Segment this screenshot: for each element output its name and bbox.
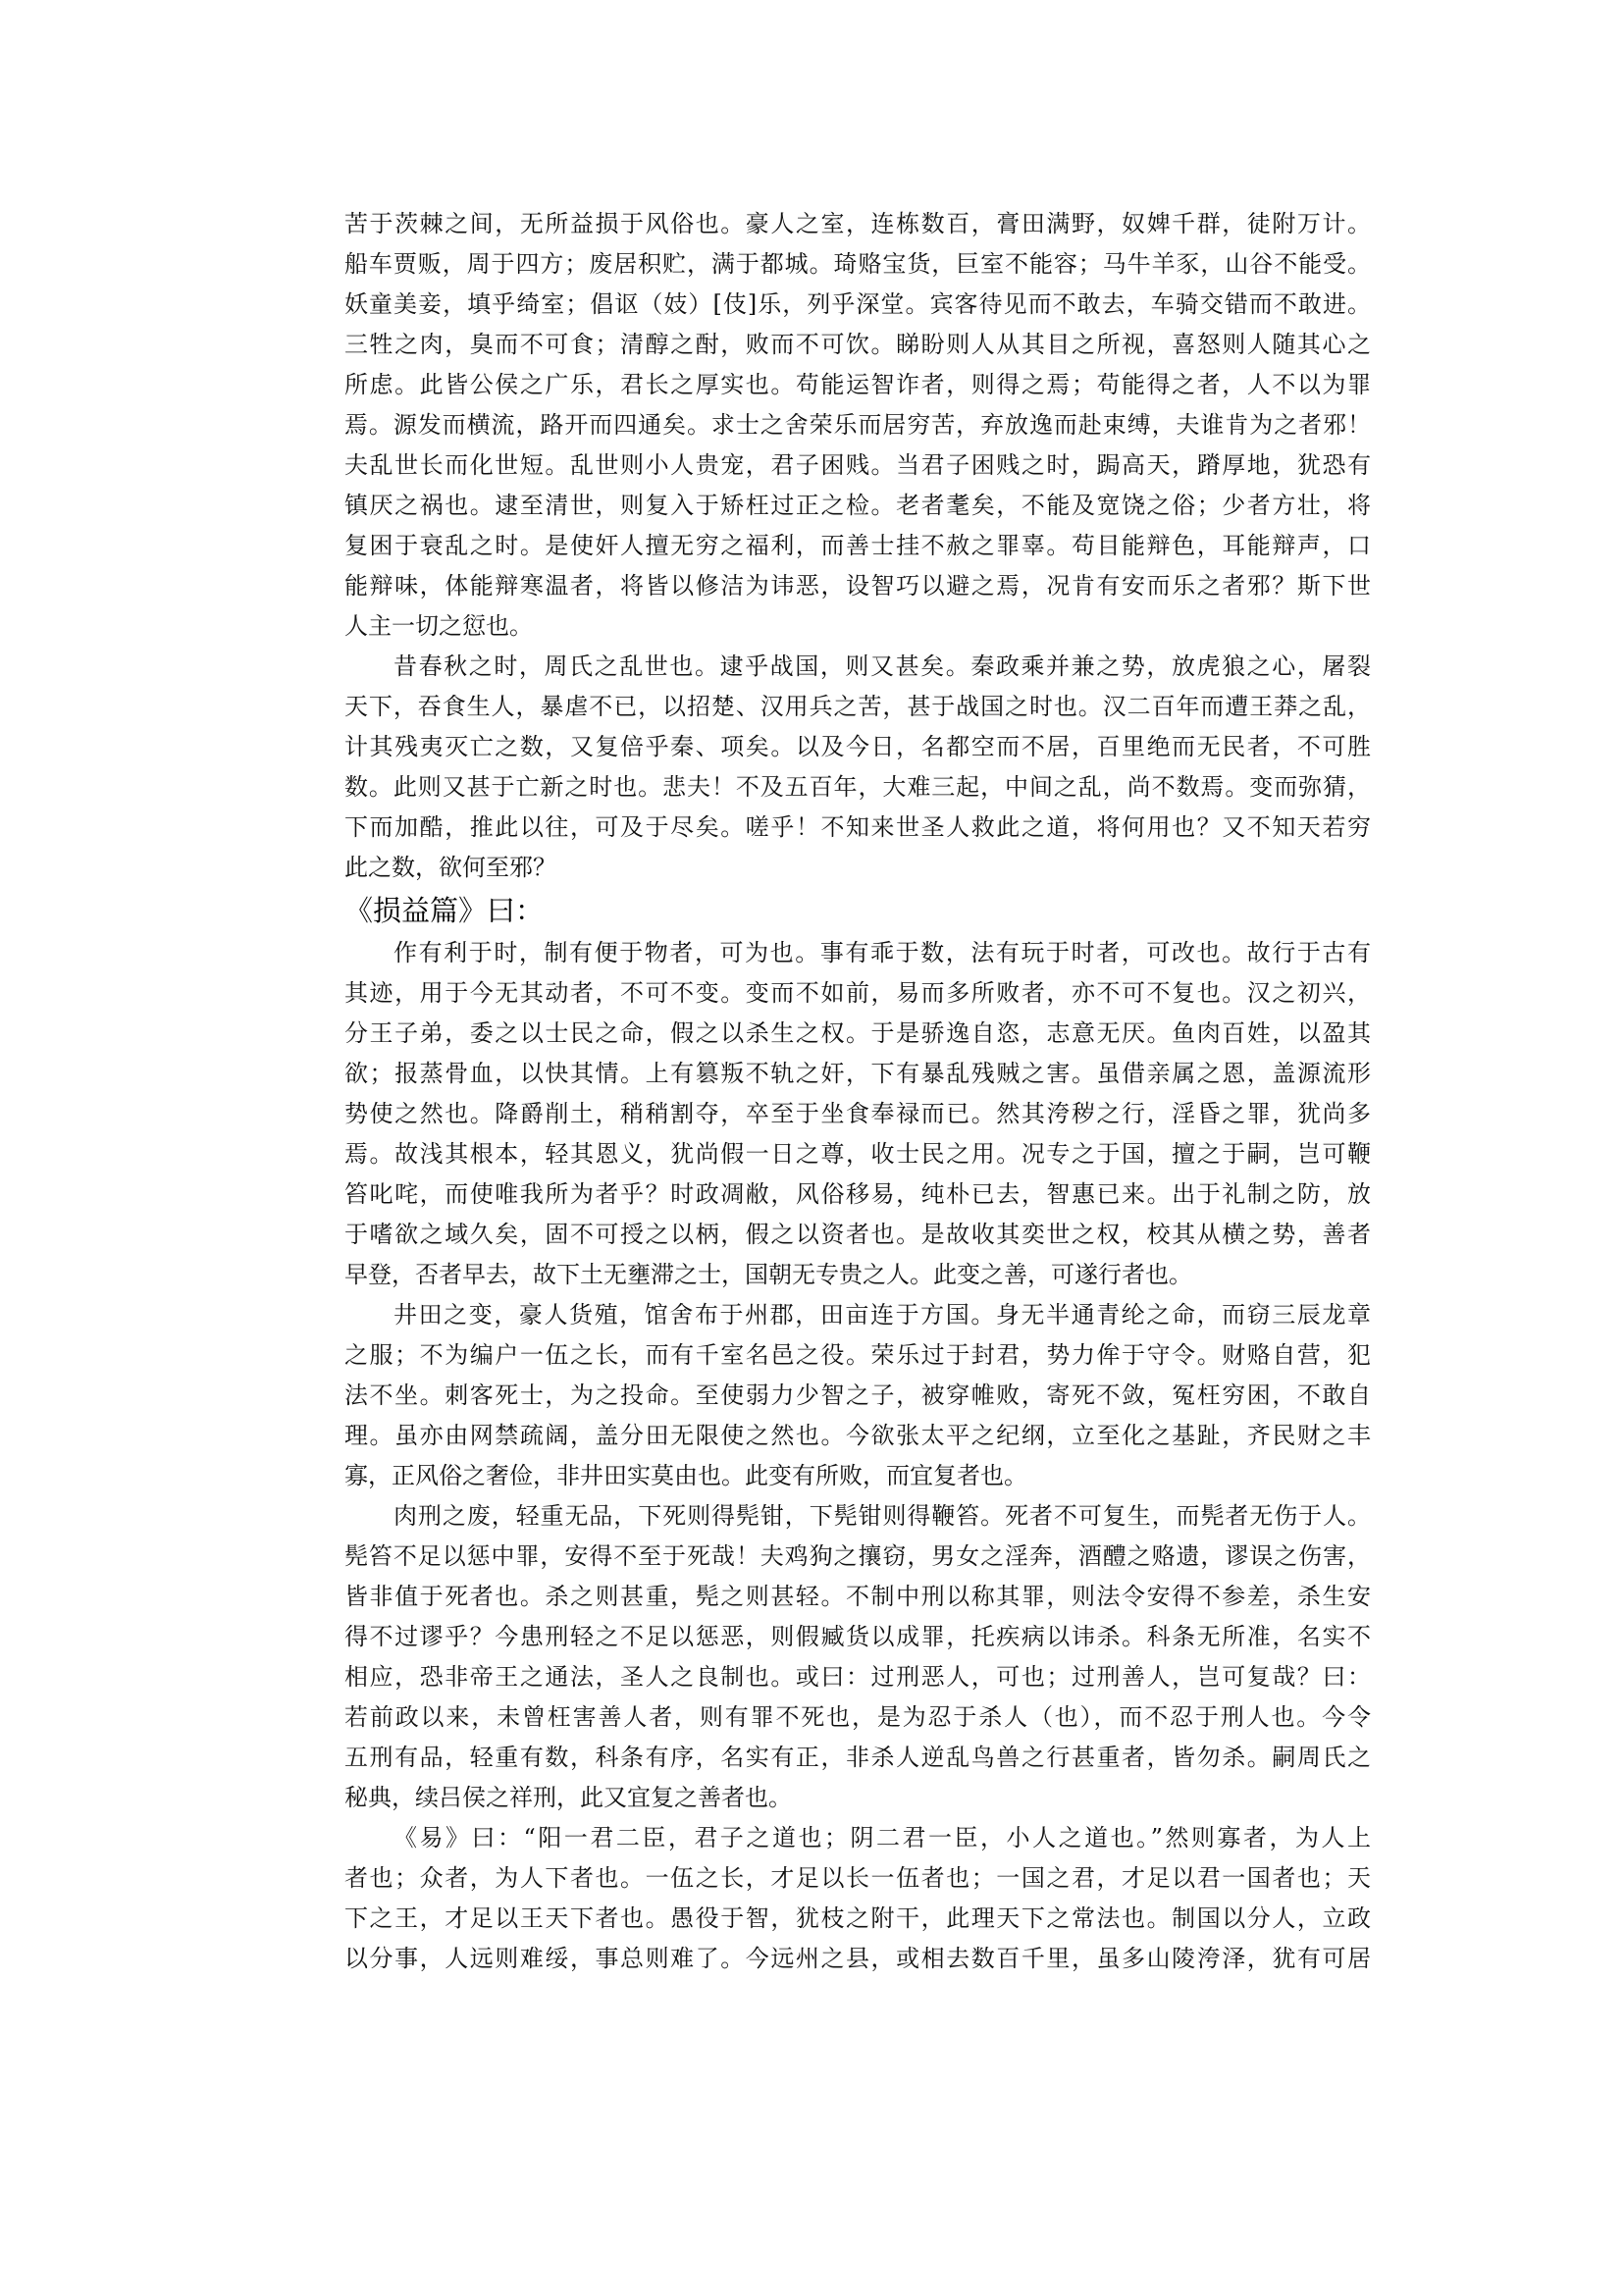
text-line: 法不坐。刺客死士，为之投命。至使弱力少智之子，被穿帷败，寄死不敛，冤枉穷困，不敢自 <box>344 1382 1371 1409</box>
text-line: 秘典，续吕侯之祥刑，此又宜复之善者也。 <box>344 1784 792 1811</box>
text-line: 皆非值于死者也。杀之则甚重，髡之则甚轻。不制中刑以称其罪，则法令安得不参差，杀生安 <box>344 1583 1371 1610</box>
text-line: 势使之然也。降爵削土，稍稍割夺，卒至于坐食奉禄而已。然其洿秽之行，淫昏之罪，犹尚多 <box>344 1100 1371 1127</box>
text-line: 三牲之肉，臭而不可食；清醇之酎，败而不可饮。睇盼则人从其目之所视，喜怒则人随其心之 <box>344 331 1371 358</box>
text-line: 五刑有品，轻重有数，科条有序，名实有正，非杀人逆乱鸟兽之行甚重者，皆勿杀。嗣周氏之 <box>344 1744 1371 1771</box>
text-line: 船车贾贩，周于四方；废居积贮，满于都城。琦赂宝货，巨室不能容；马牛羊豕，山谷不能受。 <box>344 250 1371 278</box>
text-line: 欲；报蒸骨血，以快其情。上有篡叛不轨之奸，下有暴乱残贼之害。虽借亲属之恩，盖源流形 <box>344 1060 1371 1087</box>
text-line: 其迹，用于今无其动者，不可不变。变而不如前，易而多所败者，亦不可不复也。汉之初兴， <box>344 979 1371 1007</box>
text-line: 计其残夷灭亡之数，又复倍乎秦、项矣。以及今日，名都空而不居，百里绝而无民者，不可胜 <box>344 733 1371 760</box>
text-line: 昔春秋之时，周氏之乱世也。逮乎战国，则又甚矣。秦政乘并兼之势，放虎狼之心，屠裂 <box>393 652 1371 680</box>
text-line: 相应，恐非帝王之通法，圣人之良制也。或曰：过刑恶人，可也；过刑善人，岂可复哉？曰： <box>344 1663 1371 1691</box>
text-line: 髡笞不足以惩中罪，安得不至于死哉！夫鸡狗之攘窃，男女之淫奔，酒醴之赂遗，谬误之伤害， <box>344 1542 1371 1570</box>
text-line: 妖童美妾，填乎绮室；倡讴（妓）[伎]乐，列乎深堂。宾客待见而不敢去，车骑交错而不敢进。 <box>344 290 1371 318</box>
paragraph-4 <box>344 1295 1371 1496</box>
text-line: 若前政以来，未曾枉害善人者，则有罪不死也，是为忍于杀人（也），而不忍于刑人也。今令 <box>344 1703 1371 1731</box>
section-heading: 《损益篇》曰： <box>344 894 545 927</box>
text-line: 寡，正风俗之奢俭，非井田实莫由也。此变有所败，而宜复者也。 <box>344 1462 1027 1489</box>
text-line: 下之王，才足以王天下者也。愚役于智，犹枝之附干，此理天下之常法也。制国以分人，立政 <box>344 1904 1371 1932</box>
text-line: 能辩味，体能辩寒温者，将皆以修洁为讳恶，设智巧以避之焉，况肯有安而乐之者邪？斯下世 <box>344 572 1371 600</box>
text-line: 笞叱咤，而使唯我所为者乎？时政凋敝，风俗移易，纯朴已去，智惠已来。出于礼制之防，放 <box>344 1180 1371 1208</box>
text-line: 《易》曰：“阳一君二臣，君子之道也；阴二君一臣，小人之道也。”然则寡者，为人上 <box>393 1824 1371 1851</box>
text-line: 镇厌之祸也。逮至清世，则复入于矫枉过正之检。老者耄矣，不能及宽饶之俗；少者方壮，将 <box>344 492 1371 519</box>
paragraph-6 <box>344 1818 1371 1979</box>
text-line: 分王子弟，委之以士民之命，假之以杀生之权。于是骄逸自恣，志意无厌。鱼肉百姓，以盈其 <box>344 1019 1371 1047</box>
text-line: 早登，否者早去，故下土无壅滞之士，国朝无专贵之人。此变之善，可遂行者也。 <box>344 1261 1192 1288</box>
text-line: 此之数，欲何至邪？ <box>344 854 556 881</box>
text-line: 者也；众者，为人下者也。一伍之长，才足以长一伍者也；一国之君，才足以君一国者也；天 <box>344 1864 1371 1892</box>
text-line: 夫乱世长而化世短。乱世则小人贵宠，君子困贱。当君子困贱之时，跼高天，蹐厚地，犹恐有 <box>344 451 1371 479</box>
text-line: 焉。源发而横流，路开而四通矣。求士之舍荣乐而居穷苦，弃放逸而赴束缚，夫谁肯为之者邪！ <box>344 411 1371 439</box>
text-line: 肉刑之废，轻重无品，下死则得髡钳，下髡钳则得鞭笞。死者不可复生，而髡者无伤于人。 <box>393 1502 1371 1530</box>
text-line: 数。此则又甚于亡新之时也。悲夫！不及五百年，大难三起，中间之乱，尚不数焉。变而弥猜， <box>344 773 1371 801</box>
text-line: 焉。故浅其根本，轻其恩义，犹尚假一日之尊，收士民之用。况专之于国，擅之于嗣，岂可鞭 <box>344 1140 1371 1168</box>
paragraph-1 <box>344 204 1371 647</box>
paragraph-5 <box>344 1496 1371 1818</box>
text-line: 作有利于时，制有便于物者，可为也。事有乖于数，法有玩于时者，可改也。故行于古有 <box>393 939 1371 966</box>
text-line: 于嗜欲之域久矣，固不可授之以柄，假之以资者也。是故收其奕世之权，校其从横之势，善者 <box>344 1221 1371 1248</box>
text-line: 得不过谬乎？今患刑轻之不足以惩恶，则假臧货以成罪，托疾病以讳杀。科条无所准，名实不 <box>344 1623 1371 1650</box>
text-line: 苦于茨棘之间，无所益损于风俗也。豪人之室，连栋数百，膏田满野，奴婢千群，徒附万计。 <box>344 210 1371 237</box>
text-line: 人主一切之愆也。 <box>344 612 533 640</box>
text-line: 天下，吞食生人，暴虐不已，以招楚、汉用兵之苦，甚于战国之时也。汉二百年而遭王莽之乱， <box>344 693 1371 720</box>
text-line: 之服；不为编户一伍之长，而有千室名邑之役。荣乐过于封君，势力侔于守令。财赂自营，犯 <box>344 1341 1371 1369</box>
paragraph-3 <box>344 933 1371 1295</box>
body-text <box>344 204 1371 1979</box>
text-line: 理。虽亦由网禁疏阔，盖分田无限使之然也。今欲张太平之纪纲，立至化之基趾，齐民财之丰 <box>344 1422 1371 1449</box>
paragraph-2 <box>344 647 1371 888</box>
text-line: 所虑。此皆公侯之广乐，君长之厚实也。苟能运智诈者，则得之焉；苟能得之者，人不以为罪 <box>344 371 1371 398</box>
text-line: 下而加酷，推此以往，可及于尽矣。嗟乎！不知来世圣人救此之道，将何用也？又不知天若穷 <box>344 813 1371 841</box>
text-line: 井田之变，豪人货殖，馆舍布于州郡，田亩连于方国。身无半通青纶之命，而窃三辰龙章 <box>393 1301 1371 1329</box>
text-line: 复困于衰乱之时。是使奸人擅无穷之福利，而善士挂不赦之罪辜。苟目能辩色，耳能辩声，口 <box>344 532 1371 559</box>
text-line: 以分事，人远则难绥，事总则难了。今远州之县，或相去数百千里，虽多山陵洿泽，犹有可居 <box>344 1945 1371 1972</box>
